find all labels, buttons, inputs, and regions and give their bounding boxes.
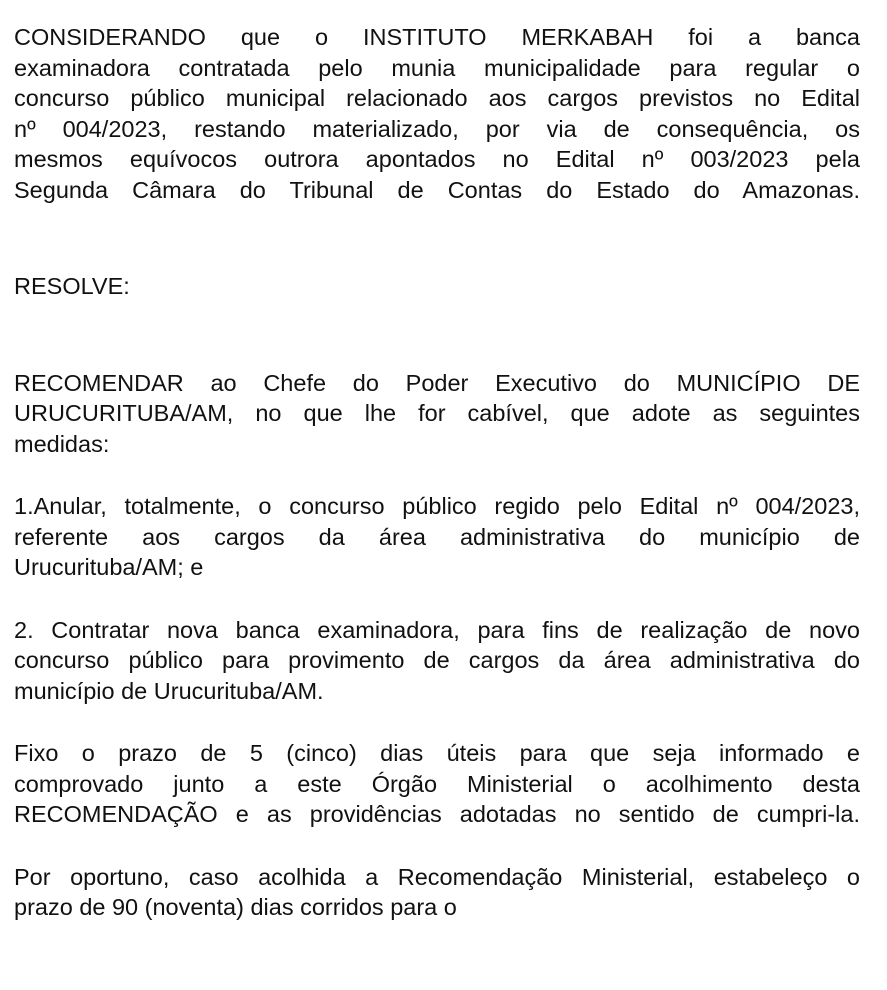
- oportuno-paragraph: [14, 862, 860, 923]
- resolve-heading: RESOLVE:: [14, 273, 130, 299]
- text-line: nº 004/2023, restando materializado, por via de consequência, os: [14, 115, 860, 142]
- text-line: 1.Anular, totalmente, o concurso público regido pelo Edital nº 004/2023,: [14, 493, 860, 519]
- text-line: município de Urucurituba/AM.: [14, 677, 324, 704]
- text-line: medidas:: [14, 430, 110, 457]
- considerando-paragraph: [14, 22, 860, 205]
- text-line: concurso público para provimento de cargos da área administrativa do: [14, 647, 860, 673]
- text-line: 2. Contratar nova banca examinadora, para fins de realização de novo: [14, 616, 860, 643]
- text-line: concurso público municipal relacionado aos cargos previstos no Edital: [14, 85, 860, 111]
- text-line: Segunda Câmara do Tribunal de Contas do Estado do Amazonas.: [14, 176, 860, 203]
- text-line: Urucurituba/AM; e: [14, 554, 204, 580]
- text-line: RECOMENDAÇÃO e as providências adotadas no sentido de cumpri-la.: [14, 801, 860, 827]
- text-line: Por oportuno, caso acolhida a Recomendação Ministerial, estabeleço o: [14, 863, 860, 890]
- text-line: prazo de 90 (noventa) dias corridos para o: [14, 894, 457, 920]
- prazo-paragraph: [14, 738, 860, 830]
- recomendar-paragraph: [14, 368, 860, 460]
- text-line: comprovado junto a este Órgão Ministerial o acolhimento desta: [14, 770, 860, 797]
- measure-item-2: [14, 615, 860, 707]
- text-line: mesmos equívocos outrora apontados no Edital nº 003/2023 pela: [14, 146, 860, 172]
- text-line: examinadora contratada pelo munia municipalidade para regular o: [14, 54, 860, 81]
- text-line: RECOMENDAR ao Chefe do Poder Executivo do MUNICÍPIO DE: [14, 369, 860, 396]
- text-line: referente aos cargos da área administrativa do município de: [14, 523, 860, 550]
- text-line: CONSIDERANDO que o INSTITUTO MERKABAH foi a banca: [14, 24, 860, 50]
- document-page: [14, 22, 860, 923]
- text-line: URUCURITUBA/AM, no que lhe for cabível, que adote as seguintes: [14, 400, 860, 426]
- text-line: Fixo o prazo de 5 (cinco) dias úteis para que seja informado e: [14, 740, 860, 766]
- measure-item-1: [14, 491, 860, 583]
